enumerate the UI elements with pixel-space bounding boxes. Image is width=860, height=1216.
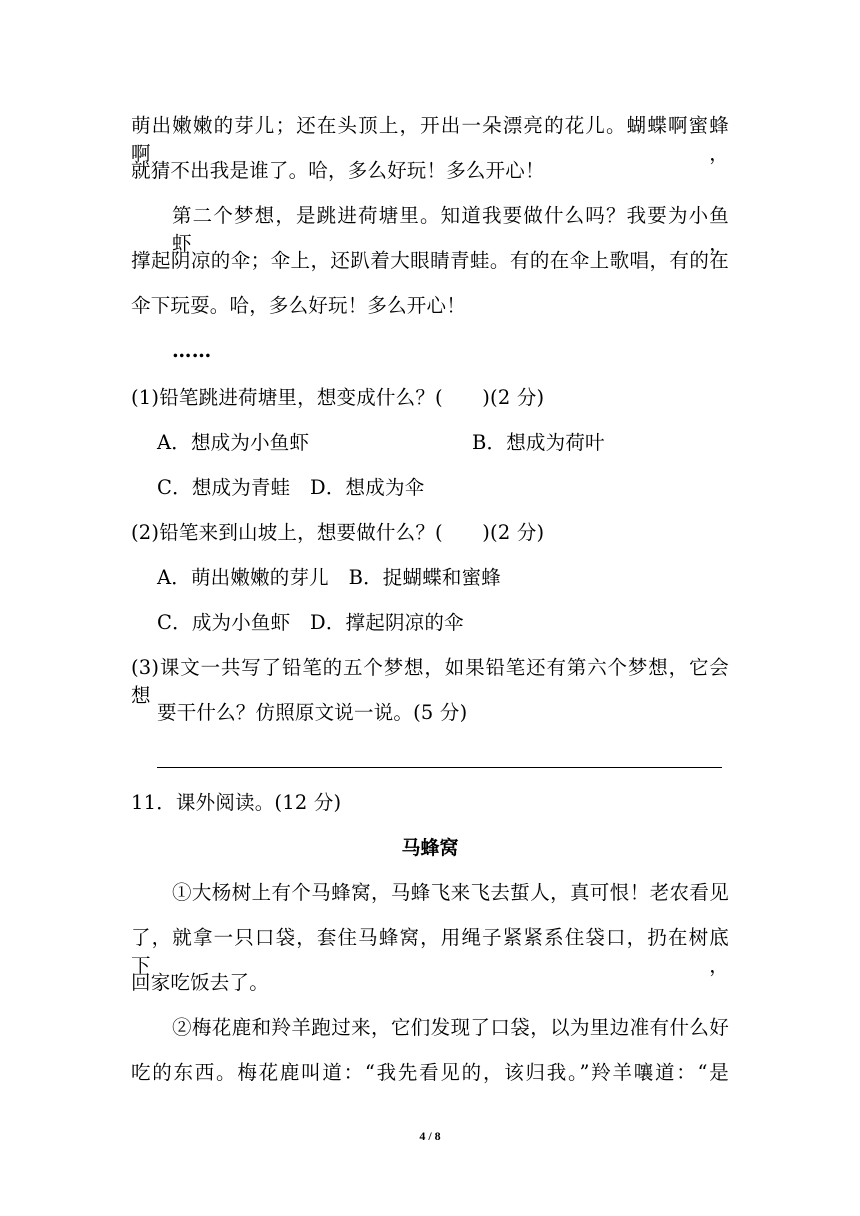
option-a-b: A．萌出嫩嫩的芽儿 B．捉蝴蝶和蜜蜂 [157, 566, 502, 589]
passage-line: 萌出嫩嫩的芽儿；还在头顶上，开出一朵漂亮的花儿。蝴蝶啊蜜蜂啊， [131, 114, 729, 165]
option-c-d: C．成为小鱼虾 D．撑起阴凉的伞 [157, 611, 464, 634]
article-line: ①大杨树上有个马蜂窝，马蜂飞来飞去蜇人，真可恨！老农看见 [172, 881, 729, 904]
question-stem: (3)课文一共写了铅笔的五个梦想，如果铅笔还有第六个梦想，它会想 [131, 656, 729, 707]
article-line: 吃的东西。梅花鹿叫道：“我先看见的，该归我。”羚羊嚷道：“是 [131, 1061, 729, 1084]
question-stem: 要干什么？仿照原文说一说。(5 分) [157, 701, 468, 724]
passage-line: 撑起阴凉的伞；伞上，还趴着大眼睛青蛙。有的在伞上歌唱，有的在 [131, 249, 729, 272]
article-title: 马蜂窝 [401, 837, 459, 859]
passage-line: 伞下玩耍。哈，多么好玩！多么开心！ [131, 294, 466, 317]
article-line: 了，就拿一只口袋，套住马蜂窝，用绳子紧紧系住袋口，扔在树底下， [131, 926, 729, 977]
question-stem: (1)铅笔跳进荷塘里，想变成什么？( )(2 分) [131, 386, 545, 409]
passage-line: 就猜不出我是谁了。哈，多么好玩！多么开心！ [131, 159, 545, 182]
passage-line: 第二个梦想，是跳进荷塘里。知道我要做什么吗？我要为小鱼虾， [172, 204, 729, 255]
ellipsis: …… [172, 339, 212, 362]
article-line: ②梅花鹿和羚羊跑过来，它们发现了口袋，以为里边准有什么好 [172, 1016, 729, 1039]
question-stem: (2)铅笔来到山坡上，想要做什么？( )(2 分) [131, 521, 545, 544]
option-b: B．想成为荷叶 [472, 431, 605, 454]
article-line: 回家吃饭去了。 [131, 971, 269, 994]
answer-line[interactable] [157, 767, 722, 768]
page-number: 4 / 8 [419, 1129, 441, 1143]
option-c-d: C．想成为青蛙 D．想成为伞 [157, 476, 425, 499]
section-heading: 11．课外阅读。(12 分) [131, 791, 342, 814]
option-a: A．想成为小鱼虾 [157, 431, 310, 454]
